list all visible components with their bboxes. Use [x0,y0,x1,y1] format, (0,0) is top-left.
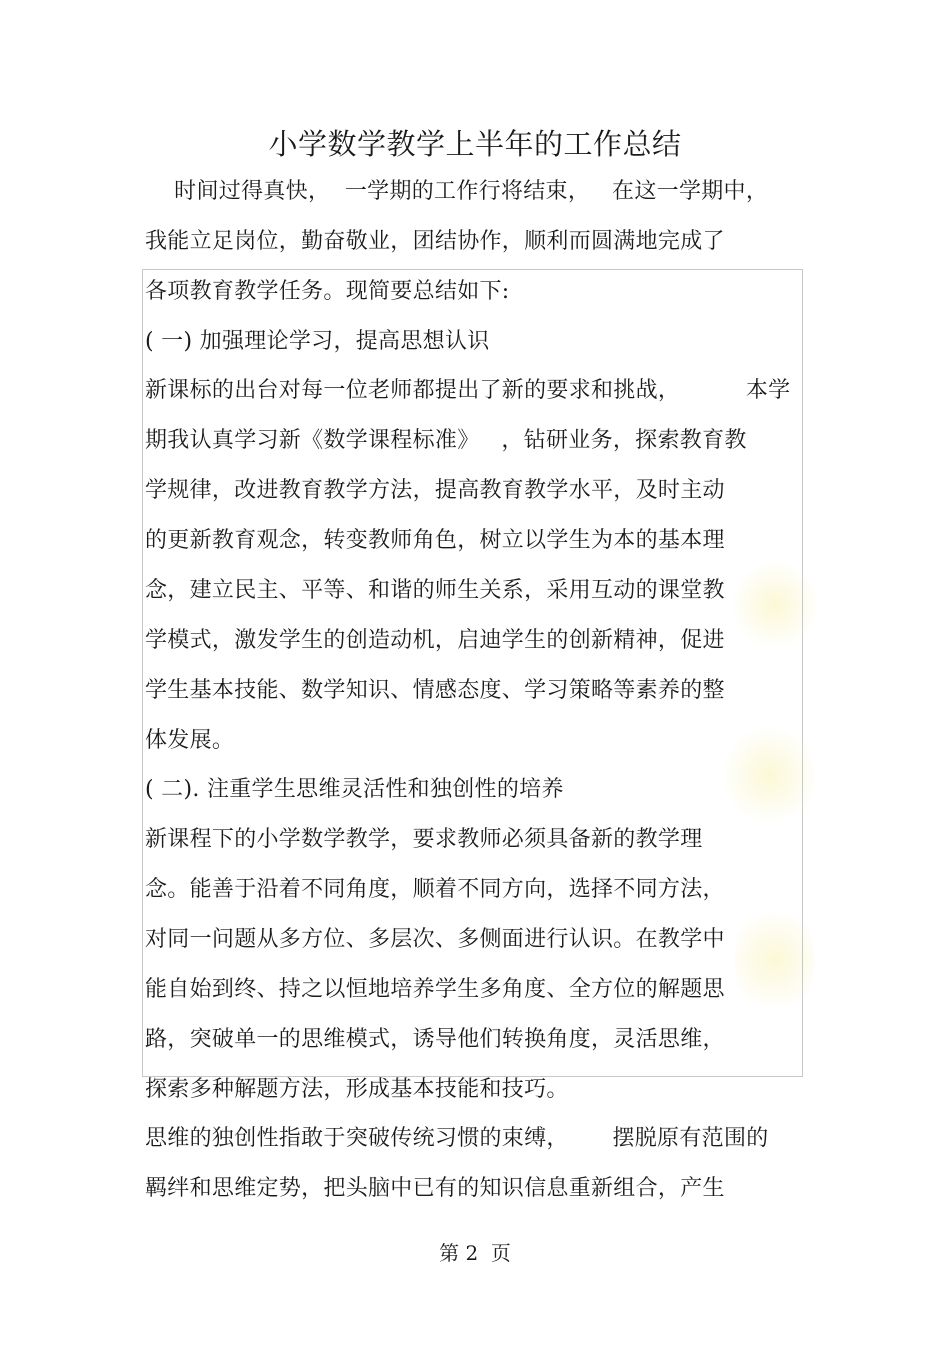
body-line: 探索多种解题方法，形成基本技能和技巧。 [145,1077,569,1102]
body-line: 路，突破单一的思维模式，诱导他们转换角度，灵活思维， [145,1027,725,1052]
body-line: 时间过得真快， 一学期的工作行将结束， 在这一学期中， [145,179,769,204]
document-title: 小学数学教学上半年的工作总结 [268,127,682,161]
section-heading: ( 二). 注重学生思维灵活性和独创性的培养 [145,777,564,802]
body-line: 念，建立民主、平等、和谐的师生关系，采用互动的课堂教 [145,578,725,603]
body-line: 思维的独创性指敢于突破传统习惯的束缚， 摆脱原有范围的 [145,1126,769,1151]
body-line: 期我认真学习新《数学课程标准》 ，钻研业务，探索教育教 [145,428,747,453]
body-line: 体发展。 [145,728,235,753]
body-line: 新课标的出台对每一位老师都提出了新的要求和挑战， 本学 [145,378,791,403]
body-line: 学模式，激发学生的创造动机，启迪学生的创新精神，促进 [145,628,725,653]
body-line: 新课程下的小学数学教学，要求教师必须具备新的教学理 [145,827,703,852]
body-line: 羁绊和思维定势，把头脑中已有的知识信息重新组合，产生 [145,1176,725,1201]
body-line: 对同一问题从多方位、多层次、多侧面进行认识。在教学中 [145,927,725,952]
body-line: 我能立足岗位，勤奋敬业，团结协作，顺利而圆满地完成了 [145,229,725,254]
body-line: 的更新教育观念，转变教师角色，树立以学生为本的基本理 [145,528,725,553]
section-heading: ( 一) 加强理论学习，提高思想认识 [145,329,490,354]
body-line: 能自始到终、持之以恒地培养学生多角度、全方位的解题思 [145,977,725,1002]
page-number: 第 2 页 [439,1241,511,1265]
body-line: 念。能善于沿着不同角度，顺着不同方向，选择不同方法， [145,877,725,902]
body-line: 学生基本技能、数学知识、情感态度、学习策略等素养的整 [145,678,725,703]
body-line: 学规律，改进教育教学方法，提高教育教学水平，及时主动 [145,478,725,503]
body-line: 各项教育教学任务。现简要总结如下: [145,279,510,304]
